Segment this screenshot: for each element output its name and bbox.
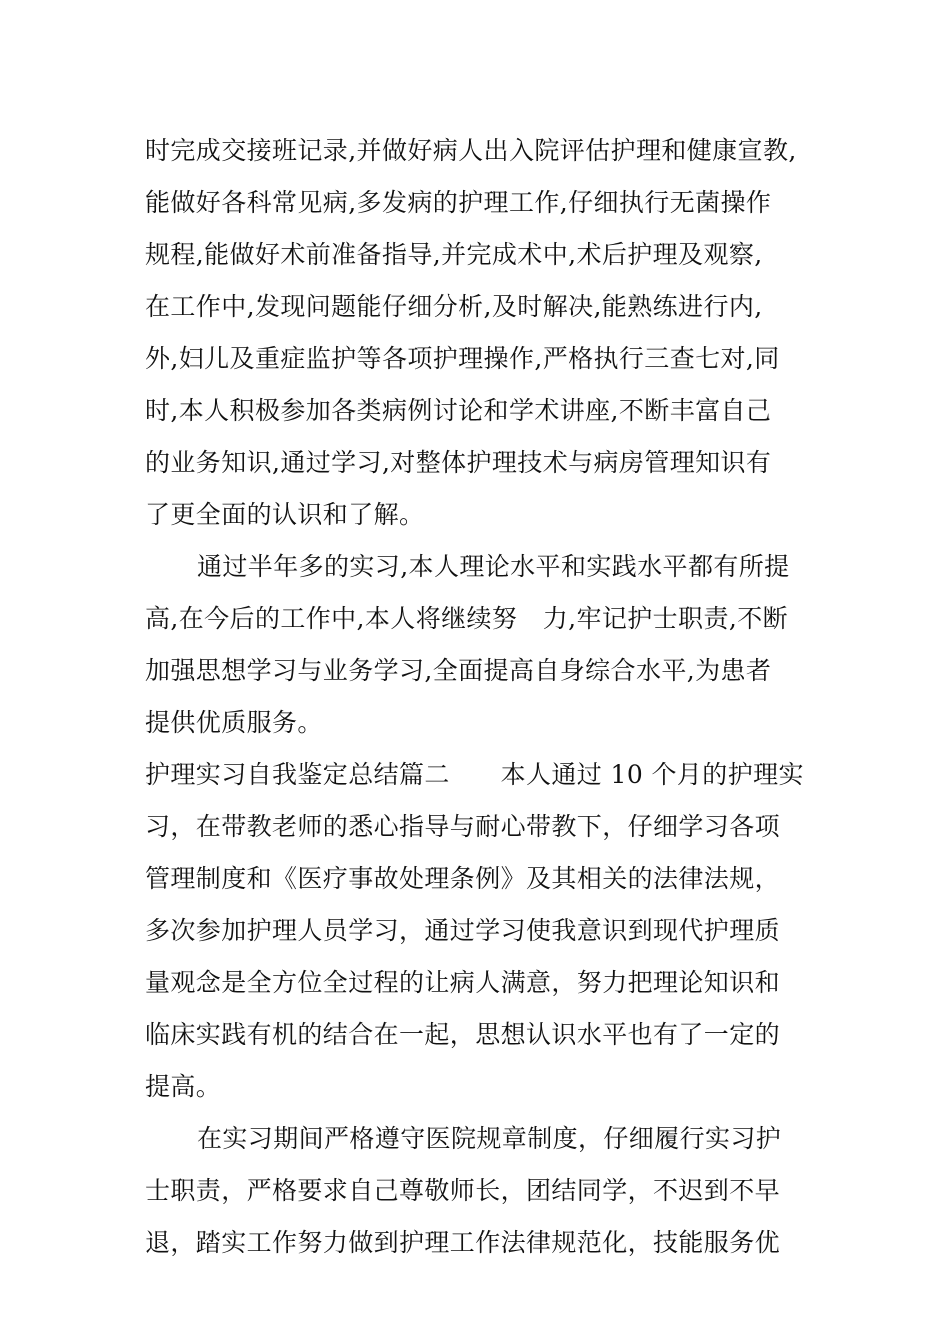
document-body [145,125,815,1269]
paragraph-start-line: 在实习期间严格遵守医院规章制度，仔细履行实习护 [197,1124,782,1153]
text-line: 提供优质服务。 [145,708,323,737]
text-line: 提高。 [145,1072,222,1101]
section-heading-line: 护理实习自我鉴定总结篇二 本人通过 10 个月的护理实 [145,760,804,789]
text-line: 外,妇儿及重症监护等各项护理操作,严格执行三查七对,同 [145,344,780,373]
text-line: 的业务知识,通过学习,对整体护理技术与病房管理知识有 [145,448,772,477]
text-line: 了更全面的认识和了解。 [145,500,425,529]
text-line: 加强思想学习与业务学习,全面提高自身综合水平,为患者 [145,656,772,685]
text-line: 退，踏实工作努力做到护理工作法律规范化，技能服务优 [145,1228,781,1257]
text-line: 量观念是全方位全过程的让病人满意，努力把理论知识和 [145,968,781,997]
text-line: 规程,能做好术前准备指导,并完成术中,术后护理及观察, [145,240,763,269]
text-line: 时,本人积极参加各类病例讨论和学术讲座,不断丰富自己 [145,396,772,425]
text-line: 在工作中,发现问题能仔细分析,及时解决,能熟练进行内, [145,292,763,321]
text-line: 临床实践有机的结合在一起，思想认识水平也有了一定的 [145,1020,781,1049]
text-line: 习，在带教老师的悉心指导与耐心带教下，仔细学习各项 [145,812,781,841]
text-line: 管理制度和《医疗事故处理条例》及其相关的法律法规， [145,864,781,893]
text-line: 能做好各科常见病,多发病的护理工作,仔细执行无菌操作 [145,188,772,217]
text-line: 士职责，严格要求自己尊敬师长，团结同学，不迟到不早 [145,1176,781,1205]
paragraph-start-line: 通过半年多的实习,本人理论水平和实践水平都有所提 [197,552,790,581]
text-line: 高,在今后的工作中,本人将继续努 力,牢记护士职责,不断 [145,604,788,633]
text-line: 多次参加护理人员学习，通过学习使我意识到现代护理质 [145,916,781,945]
text-line: 时完成交接班记录,并做好病人出入院评估护理和健康宣教, [145,136,797,165]
